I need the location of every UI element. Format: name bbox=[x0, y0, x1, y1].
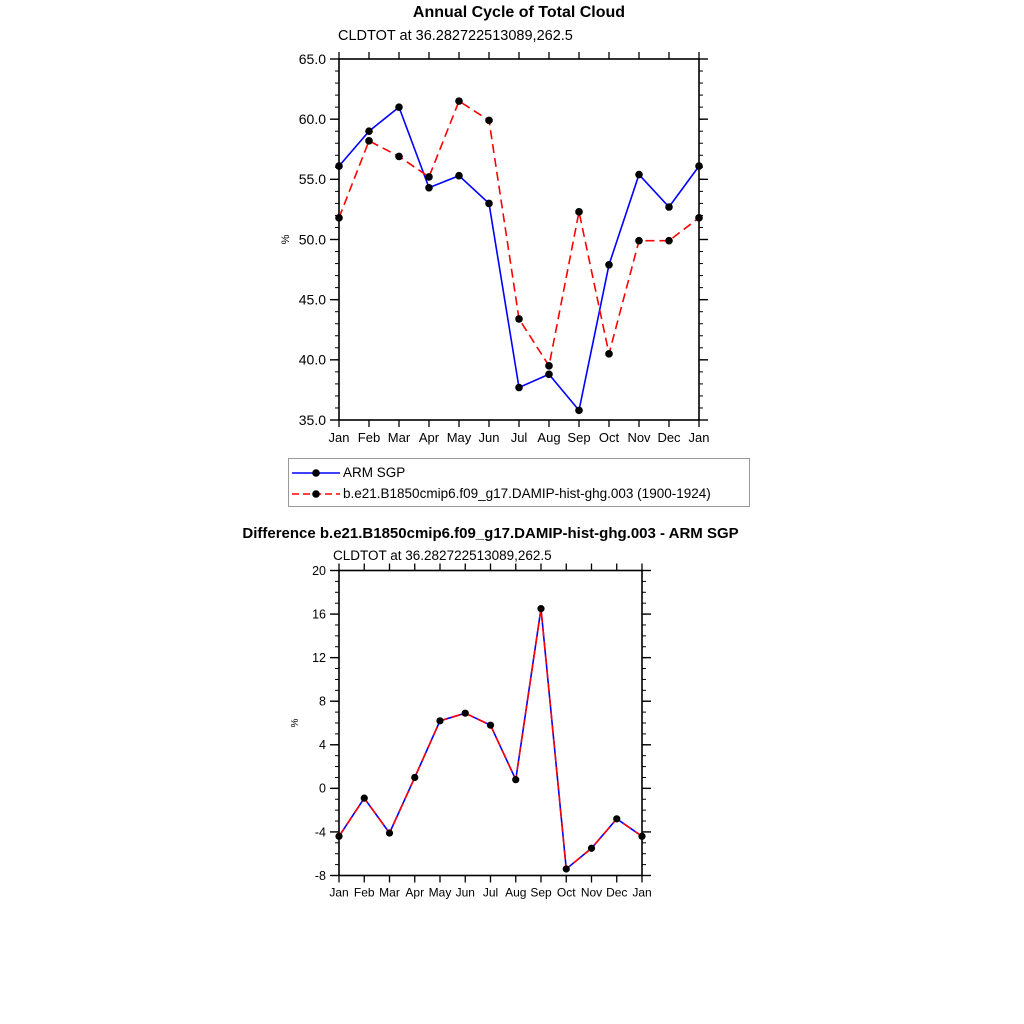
difference-chart bbox=[280, 556, 700, 904]
x-tick-label: Aug bbox=[537, 430, 561, 445]
legend-sample-marker-icon bbox=[312, 469, 320, 477]
data-point-marker bbox=[515, 384, 523, 392]
x-tick-label: Jun bbox=[478, 430, 500, 445]
data-point-marker bbox=[575, 407, 583, 415]
x-tick-label: Jul bbox=[482, 885, 499, 900]
y-axis-label: % bbox=[280, 234, 292, 245]
data-point-marker bbox=[487, 722, 494, 729]
difference-subtitle: CLDTOT at 36.282722513089,262.5 bbox=[333, 548, 552, 563]
x-tick-label: Jan bbox=[329, 885, 349, 900]
data-point-marker bbox=[545, 362, 553, 370]
data-point-marker bbox=[386, 829, 393, 836]
data-point-marker bbox=[635, 171, 643, 179]
series-line bbox=[339, 101, 699, 366]
data-point-marker bbox=[436, 717, 443, 724]
legend-item-model bbox=[291, 483, 749, 504]
data-point-marker bbox=[545, 370, 553, 378]
x-tick-label: May bbox=[446, 430, 472, 445]
y-axis-label: % bbox=[290, 718, 301, 728]
data-point-marker bbox=[588, 845, 595, 852]
data-point-marker bbox=[425, 173, 433, 181]
data-point-marker bbox=[425, 184, 433, 192]
x-tick-label: Jul bbox=[510, 430, 528, 445]
x-tick-label: Feb bbox=[357, 430, 381, 445]
x-tick-label: Oct bbox=[598, 430, 620, 445]
difference-title: Difference b.e21.B1850cmip6.f09_g17.DAMIP-hist-ghg.003 - ARM SGP bbox=[242, 525, 739, 542]
x-tick-label: Oct bbox=[556, 885, 576, 900]
data-point-marker bbox=[485, 117, 493, 125]
data-point-marker bbox=[462, 710, 469, 717]
x-tick-label: Apr bbox=[418, 430, 440, 445]
x-tick-label: Dec bbox=[606, 885, 628, 900]
legend-label-arm-sgp: ARM SGP bbox=[343, 465, 406, 480]
data-point-marker bbox=[605, 350, 613, 358]
y-tick-label: 55.0 bbox=[298, 171, 326, 188]
data-point-marker bbox=[695, 162, 703, 170]
x-tick-label: Nov bbox=[580, 885, 603, 900]
data-point-marker bbox=[485, 200, 493, 208]
axis-frame bbox=[339, 59, 699, 420]
x-tick-label: May bbox=[428, 885, 452, 900]
data-point-marker bbox=[575, 208, 583, 216]
y-tick-label: 65.0 bbox=[298, 50, 326, 67]
legend-line-sample-red-dashed-icon bbox=[291, 487, 341, 501]
data-point-marker bbox=[537, 605, 544, 612]
x-tick-label: Aug bbox=[505, 885, 527, 900]
data-point-marker bbox=[605, 261, 613, 269]
data-point-marker bbox=[563, 865, 570, 872]
data-point-marker bbox=[335, 162, 343, 170]
series-line bbox=[339, 107, 699, 410]
series-line bbox=[339, 609, 642, 869]
y-tick-label: 0 bbox=[319, 781, 326, 796]
y-tick-label: 20 bbox=[312, 563, 326, 578]
data-point-marker bbox=[512, 776, 519, 783]
y-tick-label: 50.0 bbox=[298, 231, 326, 248]
series-line bbox=[339, 609, 642, 869]
y-tick-label: 12 bbox=[312, 651, 326, 666]
x-tick-label: Jun bbox=[455, 885, 475, 900]
annual-cycle-subtitle: CLDTOT at 36.282722513089,262.5 bbox=[338, 28, 573, 44]
x-tick-label: Jan bbox=[632, 885, 652, 900]
data-point-marker bbox=[335, 214, 343, 222]
x-tick-label: Dec bbox=[657, 430, 681, 445]
data-point-marker bbox=[365, 137, 373, 145]
data-point-marker bbox=[665, 203, 673, 211]
data-point-marker bbox=[335, 833, 342, 840]
data-point-marker bbox=[638, 833, 645, 840]
legend-line-sample-blue-icon bbox=[291, 466, 341, 480]
x-tick-label: Sep bbox=[530, 885, 552, 900]
data-point-marker bbox=[515, 315, 523, 323]
x-tick-label: Nov bbox=[627, 430, 651, 445]
annual-cycle-chart bbox=[270, 40, 770, 452]
legend-label-model: b.e21.B1850cmip6.f09_g17.DAMIP-hist-ghg.003 (1900-1924) bbox=[343, 486, 711, 501]
legend-item-arm-sgp bbox=[291, 462, 749, 483]
x-tick-label: Sep bbox=[567, 430, 591, 445]
data-point-marker bbox=[361, 795, 368, 802]
data-point-marker bbox=[635, 237, 643, 245]
data-point-marker bbox=[455, 97, 463, 105]
y-tick-label: 40.0 bbox=[298, 351, 326, 368]
x-tick-label: Feb bbox=[353, 885, 375, 900]
data-point-marker bbox=[695, 214, 703, 222]
data-point-marker bbox=[613, 815, 620, 822]
annual-cycle-title: Annual Cycle of Total Cloud bbox=[412, 4, 626, 21]
data-point-marker bbox=[665, 237, 673, 245]
data-point-marker bbox=[455, 172, 463, 180]
legend-sample-marker-icon bbox=[312, 490, 320, 498]
data-point-marker bbox=[395, 103, 403, 111]
y-tick-label: -4 bbox=[314, 825, 326, 840]
x-tick-label: Mar bbox=[387, 430, 411, 445]
y-tick-label: 16 bbox=[312, 607, 326, 622]
y-tick-label: 45.0 bbox=[298, 291, 326, 308]
data-point-marker bbox=[365, 127, 373, 135]
y-tick-label: -8 bbox=[314, 868, 326, 883]
x-tick-label: Apr bbox=[405, 885, 425, 900]
y-tick-label: 35.0 bbox=[298, 411, 326, 428]
data-point-marker bbox=[395, 153, 403, 161]
x-tick-label: Jan bbox=[328, 430, 350, 445]
y-tick-label: 4 bbox=[319, 738, 326, 753]
legend bbox=[288, 458, 750, 507]
x-tick-label: Jan bbox=[688, 430, 710, 445]
x-tick-label: Mar bbox=[379, 885, 400, 900]
data-point-marker bbox=[411, 774, 418, 781]
y-tick-label: 60.0 bbox=[298, 111, 326, 128]
y-tick-label: 8 bbox=[319, 694, 326, 709]
